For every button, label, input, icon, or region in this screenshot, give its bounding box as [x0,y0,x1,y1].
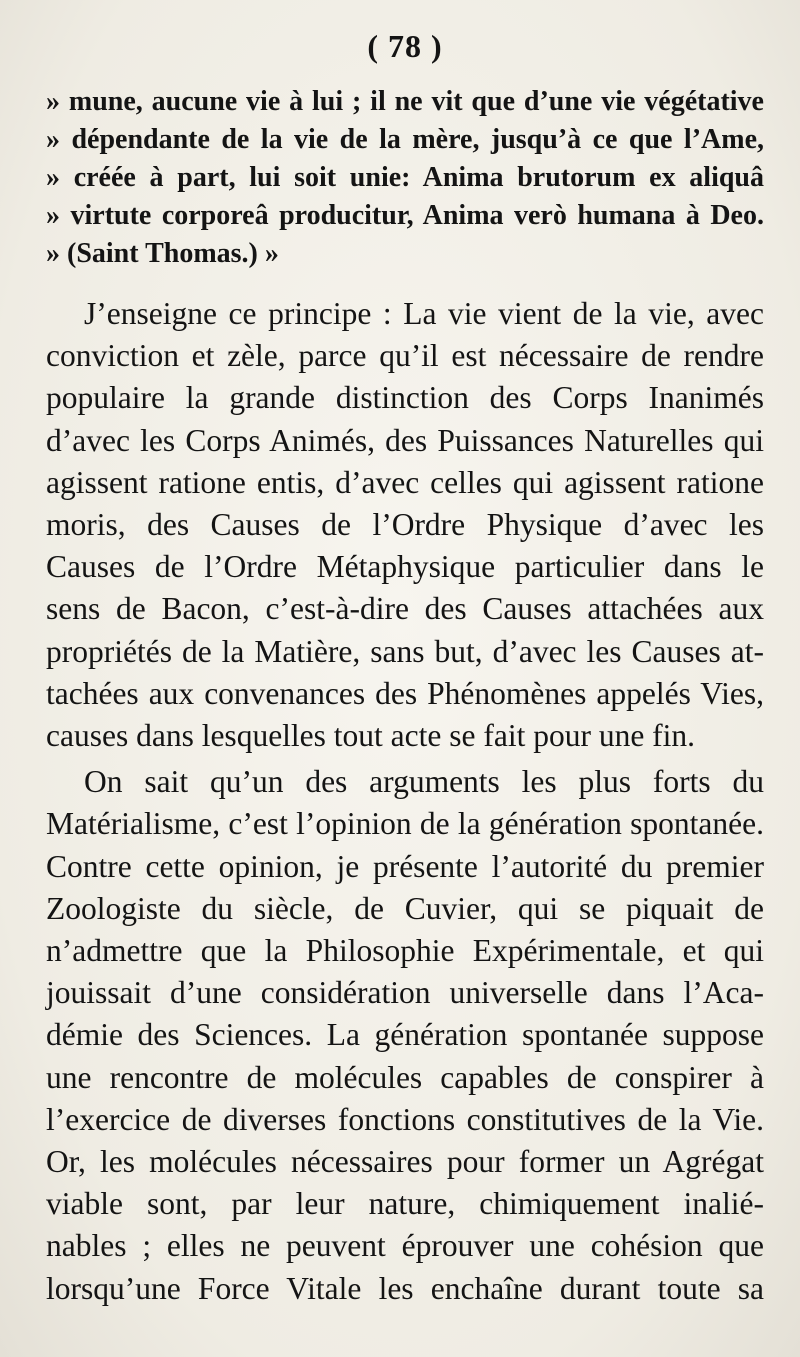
quote-line: » virtute corporeâ producitur, Anima verò humana à Deo. [46,200,764,231]
quote-line: » créée à part, lui soit unie: Anima brutorum ex aliquâ [46,162,764,193]
paragraph-2 [46,761,764,1310]
text-line: causes dans lesquelles tout acte se fait pour une fin. [46,718,696,754]
text-line: d’avec les Corps Animés, des Puissances Naturelles qui [46,422,764,458]
quote-line: » (Saint Thomas.) » [46,238,279,269]
text-line: Or, les molécules nécessaires pour former un Agrégat [46,1144,764,1180]
text-line: moris, des Causes de l’Ordre Physique d’avec les [46,507,764,543]
text-line: jouissait d’une considération universelle dans l’Aca- [46,975,764,1011]
quote-block [46,83,764,273]
text-line: une rencontre de molécules capables de conspirer à [46,1059,764,1095]
text-line: Contre cette opinion, je présente l’autorité du premier [46,848,764,884]
text-line: n’admettre que la Philosophie Expérimentale, et qui [46,933,764,969]
text-line: propriétés de la Matière, sans but, d’avec les Causes at- [46,633,764,669]
text-line: lorsqu’une Force Vitale les enchaîne durant toute sa [46,1270,764,1306]
text-line: conviction et zèle, parce qu’il est nécessaire de rendre [46,338,764,374]
text-line: agissent ratione entis, d’avec celles qui agissent ratione [46,464,764,500]
text-line: On sait qu’un des arguments les plus forts du [84,764,764,800]
text-line: démie des Sciences. La génération spontanée suppose [46,1017,764,1053]
text-line: Matérialisme, c’est l’opinion de la génération spontanée. [46,806,764,842]
paragraph-1 [46,293,764,757]
text-line: J’enseigne ce principe : La vie vient de la vie, avec [84,296,764,331]
text-line: Causes de l’Ordre Métaphysique particulier dans le [46,549,764,585]
text-line: populaire la grande distinction des Corps Inanimés [46,380,764,416]
text-line: nables ; elles ne peuvent éprouver une cohésion que [46,1228,764,1264]
quote-line: » mune, aucune vie à lui ; il ne vit que d’une vie végétative [46,86,764,117]
quote-line: » dépendante de la vie de la mère, jusqu’à ce que l’Ame, [46,124,764,155]
text-line: Zoologiste du siècle, de Cuvier, qui se piquait de [46,890,764,926]
text-line: tachées aux convenances des Phénomènes appelés Vies, [46,675,764,711]
text-line: viable sont, par leur nature, chimiquement inalié- [46,1186,764,1222]
text-line: sens de Bacon, c’est-à-dire des Causes attachées aux [46,591,764,627]
text-line: l’exercice de diverses fonctions constitutives de la Vie. [46,1101,764,1137]
page-number: ( 78 ) [367,28,443,64]
